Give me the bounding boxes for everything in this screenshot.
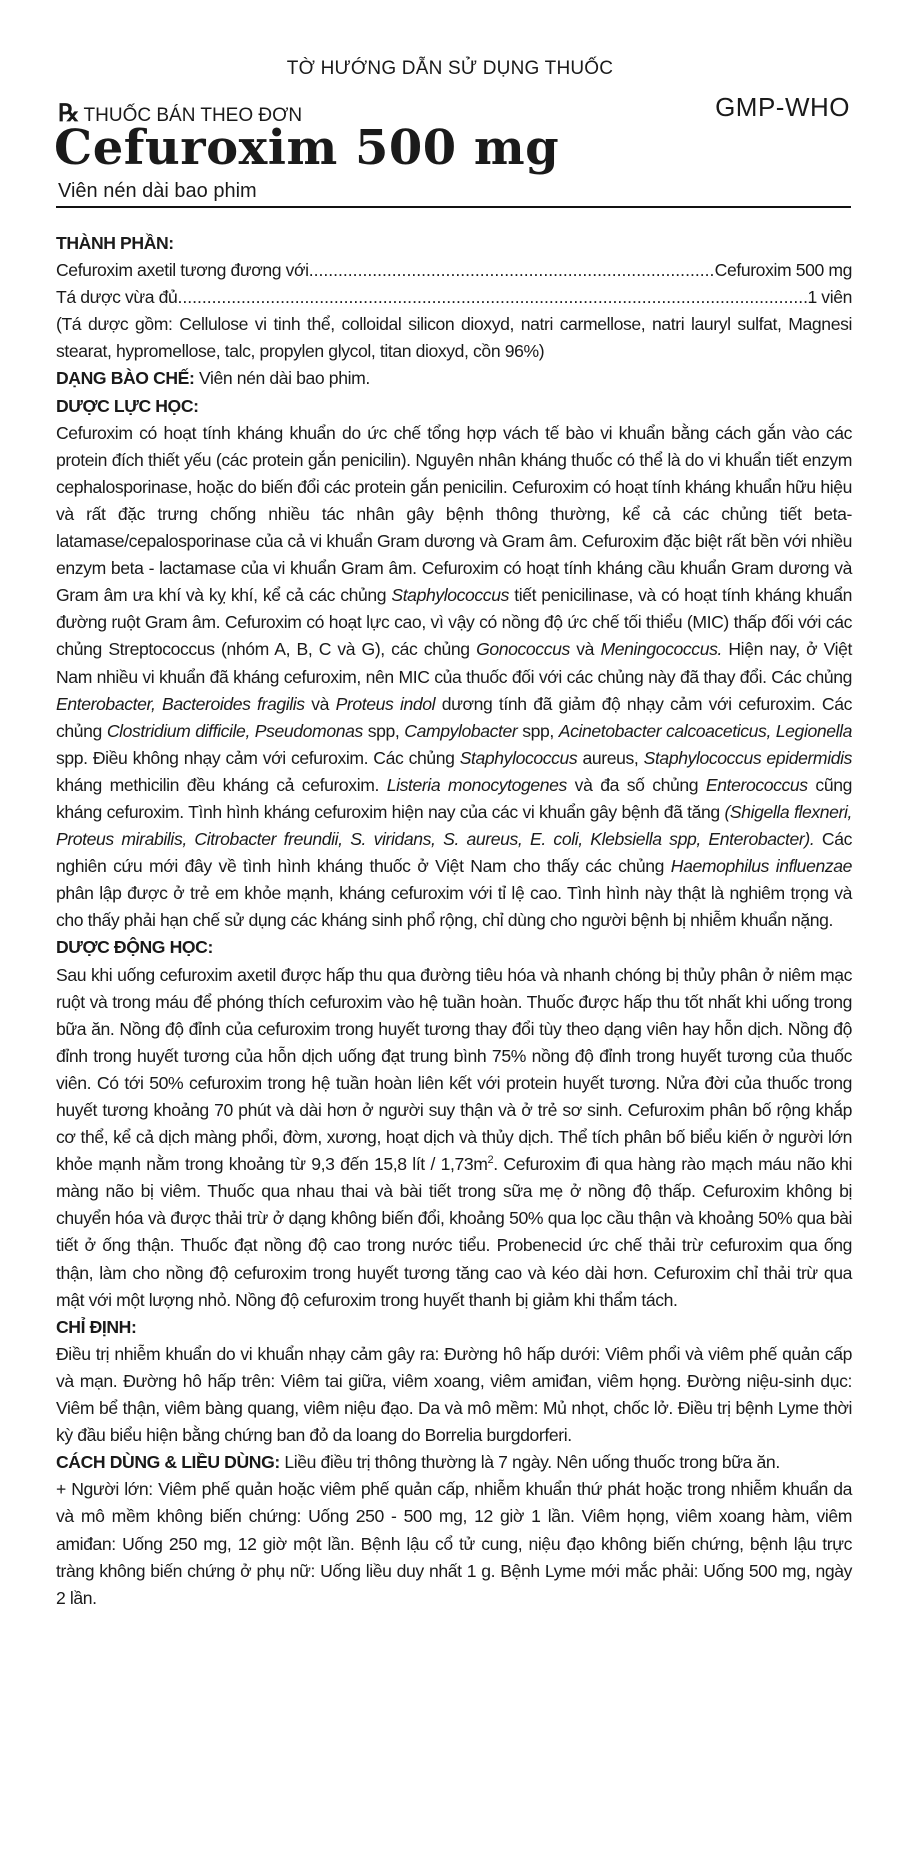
prescription-label: THUỐC BÁN THEO ĐƠN bbox=[83, 105, 303, 126]
dosage-form-heading: DẠNG BÀO CHẾ: bbox=[56, 368, 195, 389]
indications-heading: CHỈ ĐỊNH: bbox=[56, 1316, 137, 1337]
dot-leader bbox=[309, 257, 715, 284]
pharmacokinetics-heading: DƯỢC ĐỘNG HỌC: bbox=[56, 937, 213, 958]
product-title: Cefuroxim 500 mg bbox=[54, 120, 560, 176]
pharmacokinetics-text: Sau khi uống cefuroxim axetil được hấp thu qua đường tiêu hóa và nhanh chóng bị thủy phân ở niêm mạc ruột và trong máu để phóng thích cefuroxim vào hệ tuần hoàn. Thuốc được hấp thu tốt nhất khi uống trong bữa ăn. Nồng độ đỉnh của cefuroxim trong huyết tương thay đổi tùy theo dạng viên hay hỗn dịch. Nồng độ đỉnh trong huyết tương của hỗn dịch uống đạt trung bình 75% nồng độ đỉnh trong huyết tương của thuốc viên. Có tới 50% cefuroxim trong hệ tuần hoàn liên kết với protein huyết tương. Nửa đời của thuốc trong huyết tương khoảng 70 phút và dài hơn ở người suy thận và ở trẻ sơ sinh. Cefuroxim phân bố rộng khắp cơ thể, kể cả dịch màng phổi, đờm, xương, hoạt dịch và thủy dịch. Thể tích phân bố biểu kiến ở người lớn khỏe mạnh nằm trong khoảng từ 9,3 đến 15,8 lít / $1,73m^2$. Cefuroxim đi qua hàng rào mạch máu não khi màng não bị viêm. Thuốc qua nhau thai và bài tiết trong sữa mẹ ở nồng độ thấp. Cefuroxim không bị chuyển hóa và được thải trừ ở dạng không biến đổi, khoảng 50% qua lọc cầu thận và khoảng 50% qua bài tiết ở ống thận. Thuốc đạt nồng độ cao trong nước tiểu. Probenecid ức chế thải trừ cefuroxim qua ống thận, làm cho nồng độ cefuroxim trong huyết tương tăng cao và kéo dài hơn. Cefuroxim chỉ thải trừ qua mật với một lượng nhỏ. Nồng độ cefuroxim trong huyết thanh bị giảm khi thẩm tách. bbox=[56, 964, 852, 1310]
rx-icon: ℞ bbox=[58, 98, 80, 127]
dosage-form-section bbox=[56, 365, 852, 392]
gmp-certification: GMP-WHO bbox=[715, 92, 850, 122]
composition-heading: THÀNH PHẦN: bbox=[56, 233, 174, 253]
active-ingredient-label: Cefuroxim axetil tương đương với bbox=[56, 260, 309, 281]
excipient-label: Tá dược vừa đủ bbox=[56, 287, 178, 308]
header-divider bbox=[56, 206, 851, 208]
document-type-label: TỜ HƯỚNG DẪN SỬ DỤNG THUỐC bbox=[286, 58, 614, 79]
composition-row-active bbox=[56, 257, 852, 284]
excipients-list: (Tá dược gồm: Cellulose vi tinh thể, colloidal silicon dioxyd, natri carmellose, natri lauryl sulfat, Magnesi stearat, hypromellose, talc, propylen glycol, titan dioxyd, cồn 96%) bbox=[56, 314, 852, 362]
indications-text: Điều trị nhiễm khuẩn do vi khuẩn nhạy cảm gây ra: Đường hô hấp dưới: Viêm phổi và viêm phế quản cấp và mạn. Đường hô hấp trên: Viêm tai giữa, viêm xoang, viêm amiđan, viêm họng. Đường niệu-sinh dục: Viêm bể thận, viêm bàng quang, viêm niệu đạo. Da và mô mềm: Mủ nhọt, chốc lở. Điều trị bệnh Lyme thời kỳ đầu biểu hiện bằng chứng ban đỏ da loang do Borrelia burgdorferi. bbox=[56, 1343, 852, 1446]
excipient-value: 1 viên bbox=[807, 287, 852, 308]
dot-leader bbox=[177, 284, 807, 311]
pharmacodynamics-text: Cefuroxim có hoạt tính kháng khuẩn do ức chế tổng hợp vách tế bào vi khuẩn bằng cách gắn vào các protein đích thiết yếu (các protein gắn penicilin). Nguyên nhân kháng thuốc có thể là do vi khuẩn tiết enzym cephalosporinase, hoặc do biến đổi các protein gắn penicilin. Cefuroxim có hoạt tính kháng khuẩn hữu hiệu và rất đặc trưng chống nhiều tác nhân gây bệnh thông thường, kể cả các chủng tiết beta-latamase/cepalosporinase của cả vi khuẩn Gram dương và Gram âm. Cefuroxim đặc biệt rất bền với nhiều enzym beta - lactamase của vi khuẩn Gram âm. Cefuroxim có hoạt tính kháng cầu khuẩn Gram dương và Gram âm ưa khí và kỵ khí, kể cả các chủng Staphylococcus tiết penicilinase, và có hoạt tính kháng khuẩn đường ruột Gram âm. Cefuroxim có hoạt lực cao, vì vậy có nồng độ ức chế tối thiểu (MIC) thấp đối với các chủng Streptococcus (nhóm A, B, C và G), các chủng Gonococcus và Meningococcus. Hiện nay, ở Việt Nam nhiều vi khuẩn đã kháng cefuroxim, nên MIC của thuốc đối với các chủng này đã thay đổi. Các chủng Enterobacter, Bacteroides fragilis và Proteus indol dương tính đã giảm độ nhạy cảm với cefuroxim. Các chủng Clostridium difficile, Pseudomonas spp, Campylobacter spp, Acinetobacter calcoaceticus, Legionella spp. Điều không nhạy cảm với cefuroxim. Các chủng Staphylococcus aureus, Staphylococcus epidermidis kháng methicilin đều kháng cả cefuroxim. Listeria monocytogenes và đa số chủng Enterococcus cũng kháng cefuroxim. Tình hình kháng cefuroxim hiện nay của các vi khuẩn gây bệnh đã tăng (Shigella flexneri, Proteus mirabilis, Citrobacter freundii, S. viridans, S. aureus, E. coli, Klebsiella spp, Enterobacter). Các nghiên cứu mới đây về tình hình kháng thuốc ở Việt Nam cho thấy các chủng Haemophilus influenzae phân lập được ở trẻ em khỏe mạnh, kháng cefuroxim với tỉ lệ cao. Tình hình này thật là nghiêm trọng và cho thấy phải hạn chế sử dụng các kháng sinh phổ rộng, chỉ dùng cho người bệnh bị nhiễm khuẩn nặng. bbox=[56, 422, 853, 931]
dosage-form-text: Viên nén dài bao phim. bbox=[194, 368, 370, 389]
active-ingredient-value: Cefuroxim 500 mg bbox=[714, 260, 852, 281]
dosage-adults-text: + Người lớn: Viêm phế quản hoặc viêm phế quản cấp, nhiễm khuẩn thứ phát hoặc trong nhiễm khuẩn da và mô mềm không biến chứng: Uống 250 - 500 mg, 12 giờ 1 lần. Viêm họng, viêm xoang hàm, viêm amiđan: Uống 250 mg, 12 giờ một lần. Bệnh lậu cổ tử cung, niệu đạo không biến chứng, bệnh lậu trực tràng không biến chứng ở phụ nữ: Uống liều duy nhất 1 g. Bệnh Lyme mới mắc phải: Uống 500 mg, ngày 2 lần. bbox=[56, 1479, 852, 1608]
leaflet-body bbox=[56, 230, 852, 1612]
dosage-form-subtitle: Viên nén dài bao phim bbox=[58, 180, 257, 202]
dosage-heading: CÁCH DÙNG & LIỀU DÙNG: bbox=[56, 1452, 280, 1473]
dosage-intro: Liều điều trị thông thường là 7 ngày. Nên uống thuốc trong bữa ăn. bbox=[279, 1452, 780, 1473]
pharmacodynamics-heading: DƯỢC LỰC HỌC: bbox=[56, 395, 199, 416]
dosage-section bbox=[56, 1449, 852, 1476]
composition-row-excipient bbox=[56, 284, 852, 311]
